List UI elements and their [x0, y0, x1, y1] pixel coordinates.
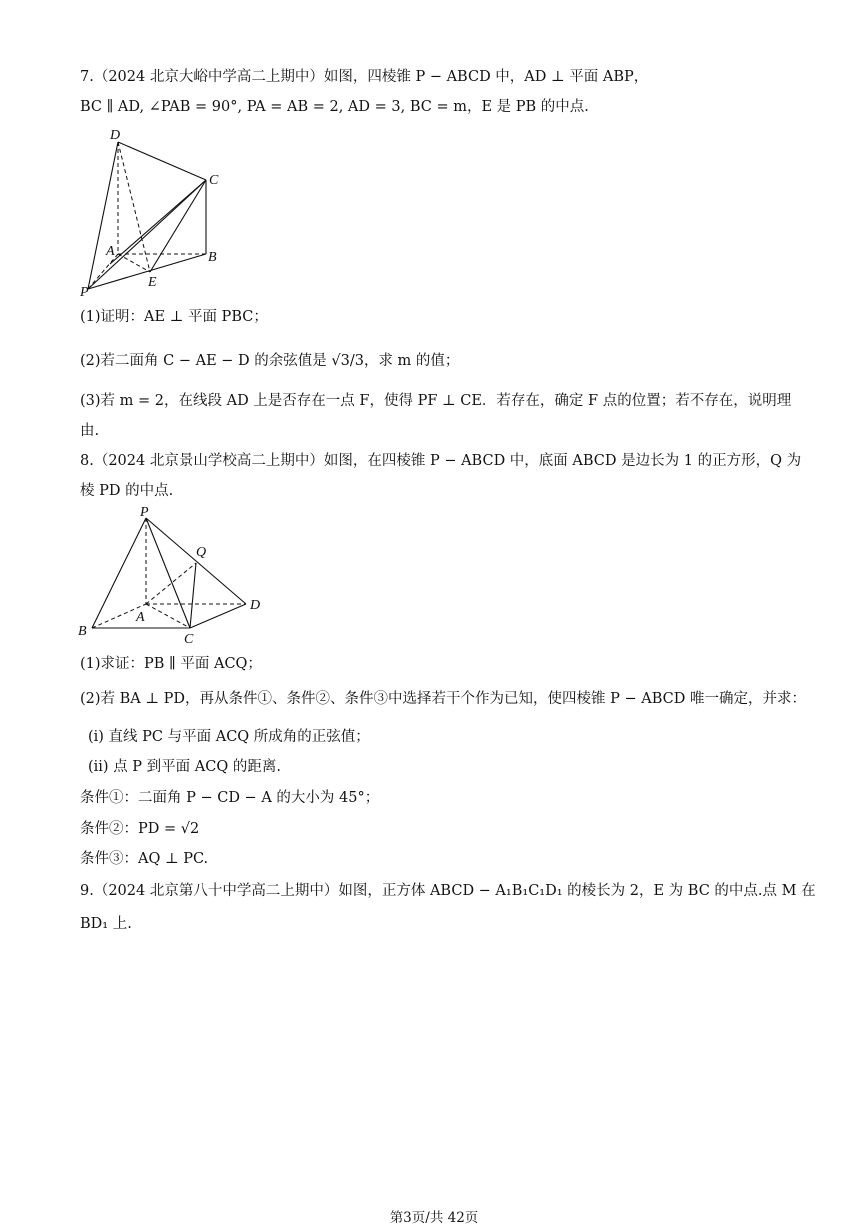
problem-7-figure — [78, 124, 238, 304]
problem-7-line-2: BC ∥ AD, ∠PAB = 90°, PA = AB = 2, AD = 3, BC = m，E 是 PB 的中点. — [80, 99, 589, 115]
pyramid-p-abcd-diagram — [78, 124, 238, 300]
problem-7-part-3: (3)若 m = 2，在线段 AD 上是否存在一点 F，使得 PF ⊥ CE．若存在，确定 F 点的位置；若不存在，说明理 — [80, 393, 792, 409]
label-p: P — [80, 285, 89, 300]
problem-7-part-1: (1)证明：AE ⊥ 平面 PBC； — [80, 309, 268, 325]
label-a: A — [136, 610, 145, 625]
problem-9-line-1: 9.（2024 北京第八十中学高二上期中）如图，正方体 ABCD − A₁B₁C₁D₁ 的棱长为 2，E 为 BC 的中点.点 M 在 — [80, 883, 816, 899]
label-p: P — [140, 506, 149, 520]
problem-7-part-2: (2)若二面角 C − AE − D 的余弦值是 √3/3，求 m 的值； — [80, 353, 460, 369]
pyramid-p-abcd-square-base-diagram — [76, 506, 272, 646]
label-a: A — [106, 244, 115, 259]
problem-8-condition-3: 条件③：AQ ⊥ PC. — [80, 851, 209, 867]
problem-8-condition-1: 条件①：二面角 P − CD − A 的大小为 45°； — [80, 790, 380, 806]
problem-8-part-2-ii: (ii) 点 P 到平面 ACQ 的距离. — [88, 759, 281, 775]
label-c: C — [209, 173, 219, 188]
problem-7-line-1: 7.（2024 北京大峪中学高二上期中）如图，四棱锥 P − ABCD 中，AD ⊥ 平面 ABP， — [80, 69, 649, 85]
problem-8-line-2: 棱 PD 的中点. — [80, 483, 174, 499]
label-d: D — [110, 128, 121, 143]
label-b: B — [78, 624, 87, 639]
problem-8-part-2: (2)若 BA ⊥ PD，再从条件①、条件②、条件③中选择若干个作为已知，使四棱锥 P − ABCD 唯一确定，并求： — [80, 691, 806, 707]
label-q: Q — [196, 545, 207, 560]
label-b: B — [208, 250, 217, 265]
label-e: E — [148, 275, 157, 290]
problem-9-line-2: BD₁ 上. — [80, 916, 132, 932]
problem-8-condition-2: 条件②：PD = √2 — [80, 821, 200, 837]
problem-8-figure — [76, 506, 272, 650]
page-footer: 第3页/共 42页 — [389, 1210, 479, 1226]
label-d: D — [250, 598, 261, 613]
problem-8-part-2-i: (i) 直线 PC 与平面 ACQ 所成角的正弦值； — [88, 729, 370, 745]
problem-7-part-3-cont: 由. — [80, 423, 100, 439]
label-c: C — [184, 632, 194, 646]
problem-8-line-1: 8.（2024 北京景山学校高二上期中）如图，在四棱锥 P − ABCD 中，底面 ABCD 是边长为 1 的正方形，Q 为 — [80, 453, 802, 469]
problem-8-part-1: (1)求证：PB ∥ 平面 ACQ； — [80, 656, 262, 672]
